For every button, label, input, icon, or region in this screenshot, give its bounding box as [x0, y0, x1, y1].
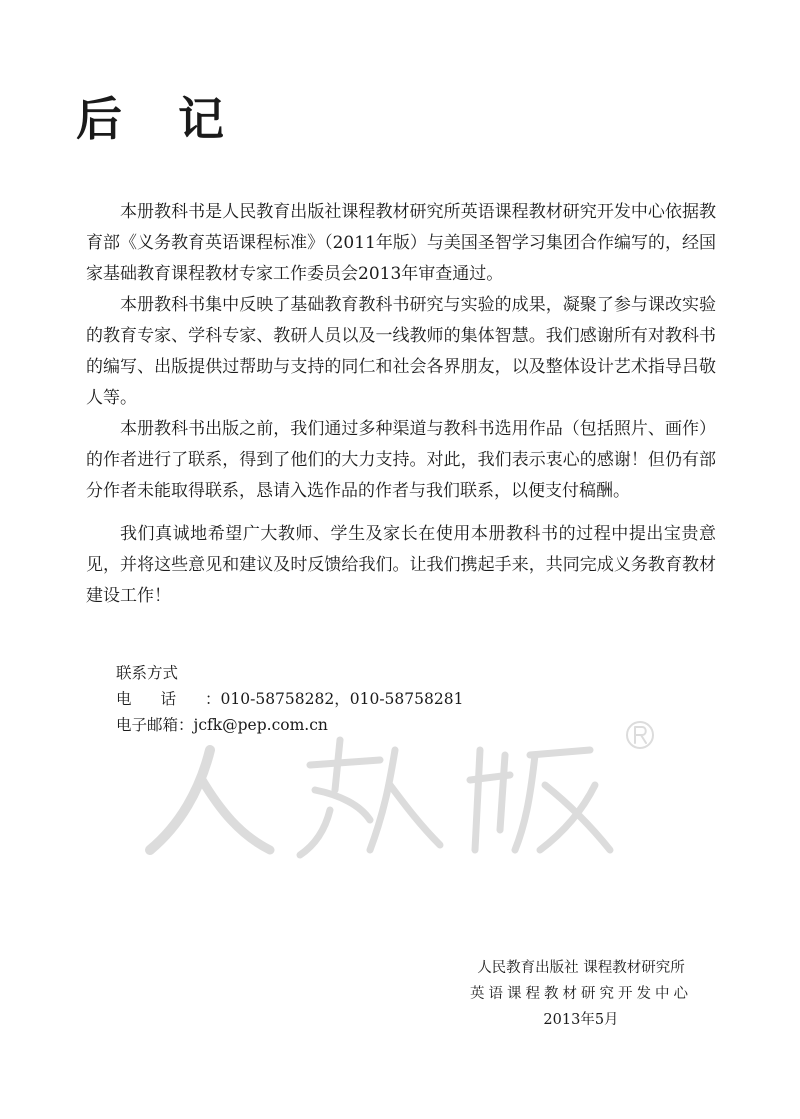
signature-date: 2013年5月 [543, 1012, 619, 1028]
paragraph-4: 我们真诚地希望广大教师、学生及家长在使用本册教科书的过程中提出宝贵意见，并将这些意见和建议及时反馈给我们。让我们携起手来，共同完成义务教育教材建设工作！ [86, 524, 716, 606]
paragraph-3: 本册教科书出版之前，我们通过多种渠道与教科书选用作品（包括照片、画作）的作者进行了联系，得到了他们的大力支持。对此，我们表示衷心的感谢！但仍有部分作者未能取得联系，恳请入选作品的作者与我们联系，以便支付稿酬。 [86, 419, 716, 501]
contact-heading: 联系方式 [116, 664, 179, 682]
signature-center: 英语课程教材研究开发中心 [470, 986, 692, 1002]
paragraph-2: 本册教科书集中反映了基础教育教科书研究与实验的成果，凝聚了参与课改实验的教育专家、学科专家、教研人员以及一线教师的集体智慧。我们感谢所有对教科书的编写、出版提供过帮助与支持的同仁和社会各界朋友，以及整体设计艺术指导吕敬人等。 [86, 295, 716, 408]
signature-publisher: 人民教育出版社 课程教材研究所 [477, 960, 685, 976]
signature-block [466, 955, 696, 1033]
phone-value: ：010-58758282，010-58758281 [205, 690, 464, 708]
contact-info [116, 660, 463, 738]
email-value: ：jcfk@pep.com.cn [178, 716, 328, 734]
paragraph-1: 本册教科书是人民教育出版社课程教材研究所英语课程教材研究开发中心依据教育部《义务教育英语课程标准》（2011年版）与美国圣智学习集团合作编写的，经国家基础教育课程教材专家工作委员会2013年审查通过。 [86, 202, 716, 284]
email-label: 电子邮箱 [116, 716, 179, 734]
afterword-body [86, 197, 716, 612]
page-title: 后 记 [76, 92, 245, 146]
phone-row [116, 686, 463, 712]
phone-label: 电话 [116, 690, 206, 708]
email-row [116, 712, 463, 738]
